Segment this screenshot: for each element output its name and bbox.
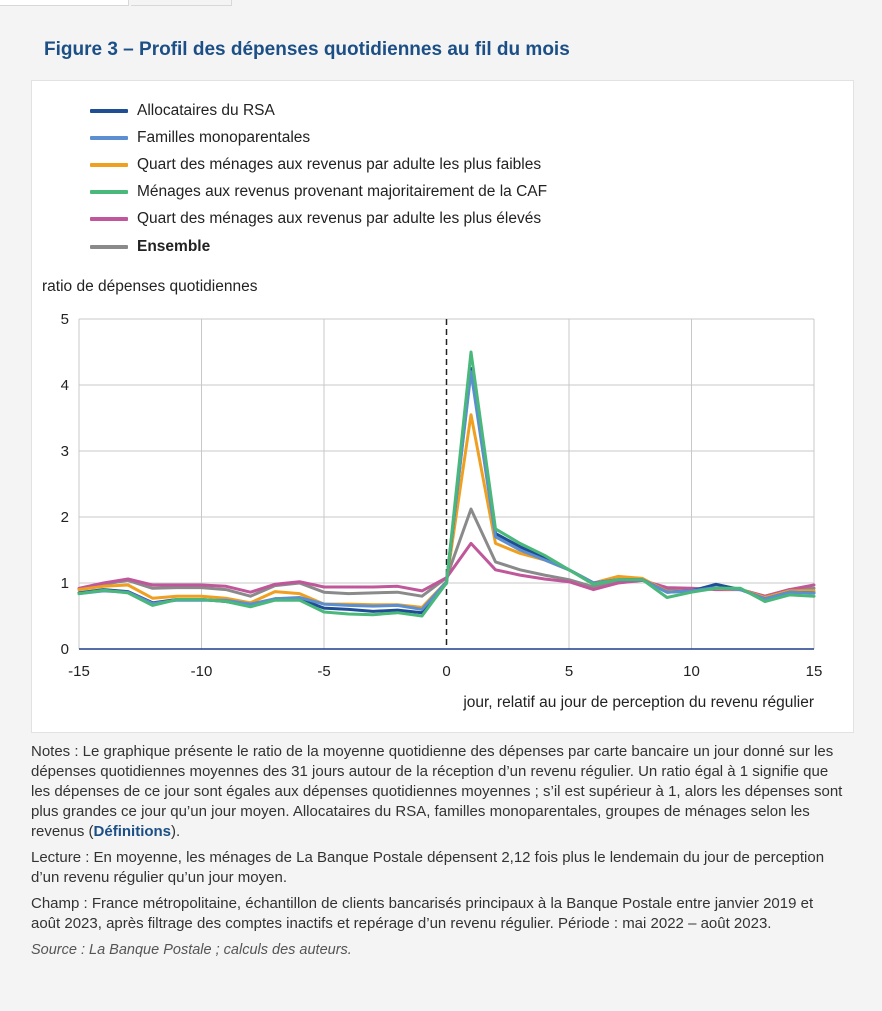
x-tick-label: 0	[442, 663, 451, 680]
y-tick-label: 2	[60, 509, 69, 526]
lecture-paragraph: Lecture : En moyenne, les ménages de La Banque Postale dépensent 2,12 fois plus le lendemain du jour de perception d’un revenu régulier qu’un jour moyen.	[31, 849, 825, 886]
x-tick-label: 15	[805, 663, 823, 680]
x-tick-label: -15	[68, 663, 90, 680]
source-line: Source : La Banque Postale ; calculs des auteurs.	[31, 942, 352, 958]
x-tick-label: -10	[190, 663, 213, 680]
definitions-link[interactable]: Définitions	[93, 823, 172, 840]
line-chart	[32, 81, 853, 732]
legend-label: Ensemble	[137, 237, 211, 255]
y-tick-label: 1	[60, 575, 69, 592]
notes-text-end: ).	[171, 823, 181, 840]
x-axis-label: jour, relatif au jour de perception du revenu régulier	[463, 694, 814, 711]
notes-paragraph	[31, 742, 846, 842]
figure-title: Figure 3 – Profil des dépenses quotidiennes au fil du mois	[44, 39, 570, 60]
y-tick-label: 3	[60, 443, 69, 460]
x-tick-label: -5	[317, 663, 331, 680]
y-tick-label: 4	[60, 377, 69, 394]
chart-panel	[31, 80, 854, 733]
y-tick-label: 0	[60, 641, 69, 658]
champ-paragraph: Champ : France métropolitaine, échantillon de clients bancarisés principaux à la Banque Postale entre janvier 2019 et août 2023, après filtrage des comptes inactifs et repérage d’un revenu régulier. Période : mai 2022 – août 2023.	[31, 895, 814, 932]
legend-label: Allocataires du RSA	[137, 101, 275, 119]
tab-strip	[0, 0, 882, 6]
x-tick-label: 5	[564, 663, 574, 680]
x-tick-label: 10	[683, 663, 700, 680]
legend-label: Ménages aux revenus provenant majoritairement de la CAF	[137, 183, 548, 201]
legend-label: Familles monoparentales	[137, 128, 311, 146]
y-tick-label: 5	[60, 311, 69, 328]
y-axis-label: ratio de dépenses quotidiennes	[42, 278, 258, 295]
notes-text: Notes : Le graphique présente le ratio de la moyenne quotidienne des dépenses par carte bancaire un jour donné sur les dépenses quotidiennes moyennes des 31 jours autour de la réception d’un revenu régulier. Un ratio égal à 1 signifie que les dépenses de ce jour sont égales aux dépenses quotidiennes moyennes ; s’il est supérieur à 1, alors les dépenses sont plus grandes ce jour qu’un jour moyen. Allocataires du RSA, familles monoparentales, groupes de ménages selon les revenus (	[31, 743, 843, 840]
legend-label: Quart des ménages aux revenus par adulte les plus élevés	[137, 210, 542, 228]
tab-active[interactable]	[0, 0, 129, 6]
tab-inactive[interactable]	[131, 0, 232, 6]
legend-label: Quart des ménages aux revenus par adulte les plus faibles	[137, 155, 542, 173]
figure-notes	[31, 742, 846, 966]
